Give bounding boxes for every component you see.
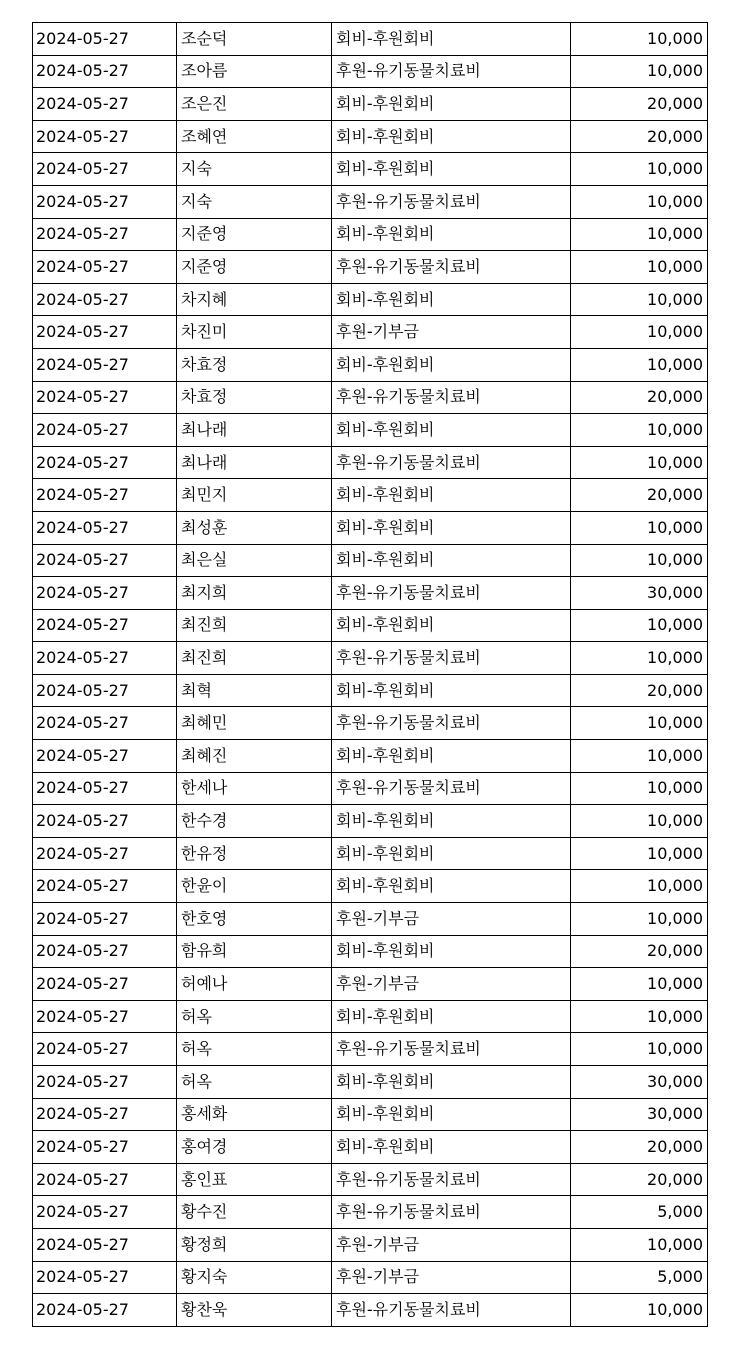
date-cell: 2024-05-27	[33, 1228, 177, 1261]
table-row	[33, 414, 708, 447]
date-cell: 2024-05-27	[33, 446, 177, 479]
name-cell: 홍세화	[177, 1098, 332, 1131]
table-row	[33, 1228, 708, 1261]
table-row	[33, 348, 708, 381]
table-row	[33, 446, 708, 479]
name-cell: 차효정	[177, 381, 332, 414]
category-cell: 후원-유기동물치료비	[332, 577, 571, 610]
date-cell: 2024-05-27	[33, 707, 177, 740]
name-cell: 허옥	[177, 1000, 332, 1033]
amount-cell: 20,000	[571, 381, 708, 414]
amount-cell: 10,000	[571, 153, 708, 186]
name-cell: 최혜진	[177, 740, 332, 773]
amount-cell: 10,000	[571, 707, 708, 740]
amount-cell: 10,000	[571, 185, 708, 218]
category-cell: 회비-후원회비	[332, 740, 571, 773]
category-cell: 후원-기부금	[332, 1228, 571, 1261]
category-cell: 회비-후원회비	[332, 479, 571, 512]
category-cell: 후원-유기동물치료비	[332, 446, 571, 479]
amount-cell: 10,000	[571, 283, 708, 316]
category-cell: 회비-후원회비	[332, 414, 571, 447]
date-cell: 2024-05-27	[33, 55, 177, 88]
category-cell: 후원-유기동물치료비	[332, 772, 571, 805]
amount-cell: 10,000	[571, 870, 708, 903]
name-cell: 한윤이	[177, 870, 332, 903]
amount-cell: 10,000	[571, 23, 708, 56]
table-row	[33, 1163, 708, 1196]
table-row	[33, 251, 708, 284]
amount-cell: 10,000	[571, 1033, 708, 1066]
amount-cell: 10,000	[571, 837, 708, 870]
amount-cell: 10,000	[571, 1228, 708, 1261]
category-cell: 회비-후원회비	[332, 674, 571, 707]
amount-cell: 10,000	[571, 1294, 708, 1327]
table-row	[33, 674, 708, 707]
name-cell: 조혜연	[177, 120, 332, 153]
table-row	[33, 968, 708, 1001]
date-cell: 2024-05-27	[33, 740, 177, 773]
name-cell: 지숙	[177, 185, 332, 218]
date-cell: 2024-05-27	[33, 1098, 177, 1131]
category-cell: 후원-유기동물치료비	[332, 707, 571, 740]
table-row	[33, 903, 708, 936]
amount-cell: 10,000	[571, 805, 708, 838]
category-cell: 후원-기부금	[332, 1261, 571, 1294]
amount-cell: 10,000	[571, 968, 708, 1001]
name-cell: 최나래	[177, 446, 332, 479]
name-cell: 홍인표	[177, 1163, 332, 1196]
date-cell: 2024-05-27	[33, 1261, 177, 1294]
table-row	[33, 218, 708, 251]
category-cell: 회비-후원회비	[332, 935, 571, 968]
date-cell: 2024-05-27	[33, 479, 177, 512]
date-cell: 2024-05-27	[33, 1000, 177, 1033]
amount-cell: 30,000	[571, 1098, 708, 1131]
table-row	[33, 1261, 708, 1294]
amount-cell: 10,000	[571, 316, 708, 349]
category-cell: 후원-유기동물치료비	[332, 185, 571, 218]
name-cell: 최은실	[177, 544, 332, 577]
date-cell: 2024-05-27	[33, 544, 177, 577]
category-cell: 후원-유기동물치료비	[332, 642, 571, 675]
amount-cell: 5,000	[571, 1261, 708, 1294]
amount-cell: 10,000	[571, 55, 708, 88]
date-cell: 2024-05-27	[33, 511, 177, 544]
table-row	[33, 55, 708, 88]
amount-cell: 20,000	[571, 1131, 708, 1164]
date-cell: 2024-05-27	[33, 23, 177, 56]
date-cell: 2024-05-27	[33, 1066, 177, 1099]
ledger-body	[33, 23, 708, 1327]
name-cell: 지준영	[177, 251, 332, 284]
name-cell: 허옥	[177, 1066, 332, 1099]
table-row	[33, 1196, 708, 1229]
amount-cell: 10,000	[571, 544, 708, 577]
category-cell: 후원-유기동물치료비	[332, 1163, 571, 1196]
amount-cell: 20,000	[571, 479, 708, 512]
table-row	[33, 511, 708, 544]
amount-cell: 20,000	[571, 935, 708, 968]
name-cell: 황정희	[177, 1228, 332, 1261]
date-cell: 2024-05-27	[33, 642, 177, 675]
category-cell: 후원-유기동물치료비	[332, 55, 571, 88]
name-cell: 최진희	[177, 609, 332, 642]
date-cell: 2024-05-27	[33, 185, 177, 218]
date-cell: 2024-05-27	[33, 153, 177, 186]
category-cell: 후원-유기동물치료비	[332, 1196, 571, 1229]
table-row	[33, 1098, 708, 1131]
amount-cell: 10,000	[571, 218, 708, 251]
category-cell: 회비-후원회비	[332, 609, 571, 642]
category-cell: 회비-후원회비	[332, 870, 571, 903]
date-cell: 2024-05-27	[33, 1294, 177, 1327]
category-cell: 회비-후원회비	[332, 283, 571, 316]
amount-cell: 10,000	[571, 642, 708, 675]
amount-cell: 10,000	[571, 348, 708, 381]
name-cell: 허옥	[177, 1033, 332, 1066]
name-cell: 조은진	[177, 88, 332, 121]
table-row	[33, 772, 708, 805]
name-cell: 황수진	[177, 1196, 332, 1229]
table-row	[33, 870, 708, 903]
table-row	[33, 153, 708, 186]
category-cell: 회비-후원회비	[332, 544, 571, 577]
date-cell: 2024-05-27	[33, 935, 177, 968]
amount-cell: 10,000	[571, 903, 708, 936]
table-row	[33, 381, 708, 414]
table-row	[33, 479, 708, 512]
date-cell: 2024-05-27	[33, 120, 177, 153]
table-row	[33, 805, 708, 838]
name-cell: 최진희	[177, 642, 332, 675]
date-cell: 2024-05-27	[33, 251, 177, 284]
name-cell: 지준영	[177, 218, 332, 251]
category-cell: 후원-기부금	[332, 316, 571, 349]
table-row	[33, 544, 708, 577]
date-cell: 2024-05-27	[33, 674, 177, 707]
name-cell: 최민지	[177, 479, 332, 512]
table-row	[33, 1066, 708, 1099]
name-cell: 조순덕	[177, 23, 332, 56]
date-cell: 2024-05-27	[33, 1131, 177, 1164]
amount-cell: 10,000	[571, 414, 708, 447]
name-cell: 황찬욱	[177, 1294, 332, 1327]
amount-cell: 30,000	[571, 577, 708, 610]
category-cell: 후원-유기동물치료비	[332, 1294, 571, 1327]
name-cell: 지숙	[177, 153, 332, 186]
amount-cell: 10,000	[571, 740, 708, 773]
date-cell: 2024-05-27	[33, 968, 177, 1001]
date-cell: 2024-05-27	[33, 414, 177, 447]
amount-cell: 10,000	[571, 772, 708, 805]
date-cell: 2024-05-27	[33, 348, 177, 381]
table-row	[33, 1000, 708, 1033]
category-cell: 회비-후원회비	[332, 1098, 571, 1131]
table-row	[33, 1294, 708, 1327]
name-cell: 허예나	[177, 968, 332, 1001]
name-cell: 한세나	[177, 772, 332, 805]
table-row	[33, 577, 708, 610]
table-row	[33, 609, 708, 642]
category-cell: 후원-유기동물치료비	[332, 1033, 571, 1066]
table-row	[33, 707, 708, 740]
date-cell: 2024-05-27	[33, 1033, 177, 1066]
table-row	[33, 23, 708, 56]
category-cell: 후원-유기동물치료비	[332, 381, 571, 414]
date-cell: 2024-05-27	[33, 1196, 177, 1229]
date-cell: 2024-05-27	[33, 1163, 177, 1196]
category-cell: 회비-후원회비	[332, 23, 571, 56]
name-cell: 한유정	[177, 837, 332, 870]
donation-ledger-table	[32, 22, 708, 1327]
amount-cell: 20,000	[571, 120, 708, 153]
amount-cell: 5,000	[571, 1196, 708, 1229]
category-cell: 회비-후원회비	[332, 511, 571, 544]
amount-cell: 20,000	[571, 88, 708, 121]
name-cell: 한수경	[177, 805, 332, 838]
name-cell: 황지숙	[177, 1261, 332, 1294]
name-cell: 최성훈	[177, 511, 332, 544]
date-cell: 2024-05-27	[33, 805, 177, 838]
table-row	[33, 642, 708, 675]
date-cell: 2024-05-27	[33, 88, 177, 121]
name-cell: 차지혜	[177, 283, 332, 316]
date-cell: 2024-05-27	[33, 283, 177, 316]
amount-cell: 10,000	[571, 609, 708, 642]
category-cell: 회비-후원회비	[332, 348, 571, 381]
date-cell: 2024-05-27	[33, 218, 177, 251]
amount-cell: 30,000	[571, 1066, 708, 1099]
table-row	[33, 1033, 708, 1066]
date-cell: 2024-05-27	[33, 870, 177, 903]
name-cell: 최혜민	[177, 707, 332, 740]
table-row	[33, 120, 708, 153]
category-cell: 회비-후원회비	[332, 218, 571, 251]
table-row	[33, 740, 708, 773]
category-cell: 후원-유기동물치료비	[332, 251, 571, 284]
name-cell: 홍여경	[177, 1131, 332, 1164]
name-cell: 최나래	[177, 414, 332, 447]
table-row	[33, 837, 708, 870]
date-cell: 2024-05-27	[33, 609, 177, 642]
category-cell: 회비-후원회비	[332, 805, 571, 838]
name-cell: 차효정	[177, 348, 332, 381]
date-cell: 2024-05-27	[33, 903, 177, 936]
date-cell: 2024-05-27	[33, 316, 177, 349]
date-cell: 2024-05-27	[33, 381, 177, 414]
amount-cell: 10,000	[571, 251, 708, 284]
name-cell: 최혁	[177, 674, 332, 707]
date-cell: 2024-05-27	[33, 577, 177, 610]
name-cell: 조아름	[177, 55, 332, 88]
category-cell: 회비-후원회비	[332, 120, 571, 153]
table-row	[33, 283, 708, 316]
category-cell: 회비-후원회비	[332, 1131, 571, 1164]
table-row	[33, 316, 708, 349]
amount-cell: 10,000	[571, 446, 708, 479]
amount-cell: 10,000	[571, 511, 708, 544]
date-cell: 2024-05-27	[33, 837, 177, 870]
amount-cell: 20,000	[571, 1163, 708, 1196]
table-row	[33, 88, 708, 121]
name-cell: 최지희	[177, 577, 332, 610]
name-cell: 차진미	[177, 316, 332, 349]
table-row	[33, 185, 708, 218]
table-row	[33, 935, 708, 968]
category-cell: 회비-후원회비	[332, 1000, 571, 1033]
category-cell: 회비-후원회비	[332, 153, 571, 186]
amount-cell: 10,000	[571, 1000, 708, 1033]
amount-cell: 20,000	[571, 674, 708, 707]
category-cell: 후원-기부금	[332, 968, 571, 1001]
date-cell: 2024-05-27	[33, 772, 177, 805]
table-row	[33, 1131, 708, 1164]
category-cell: 회비-후원회비	[332, 1066, 571, 1099]
name-cell: 함유희	[177, 935, 332, 968]
name-cell: 한호영	[177, 903, 332, 936]
category-cell: 후원-기부금	[332, 903, 571, 936]
category-cell: 회비-후원회비	[332, 837, 571, 870]
category-cell: 회비-후원회비	[332, 88, 571, 121]
